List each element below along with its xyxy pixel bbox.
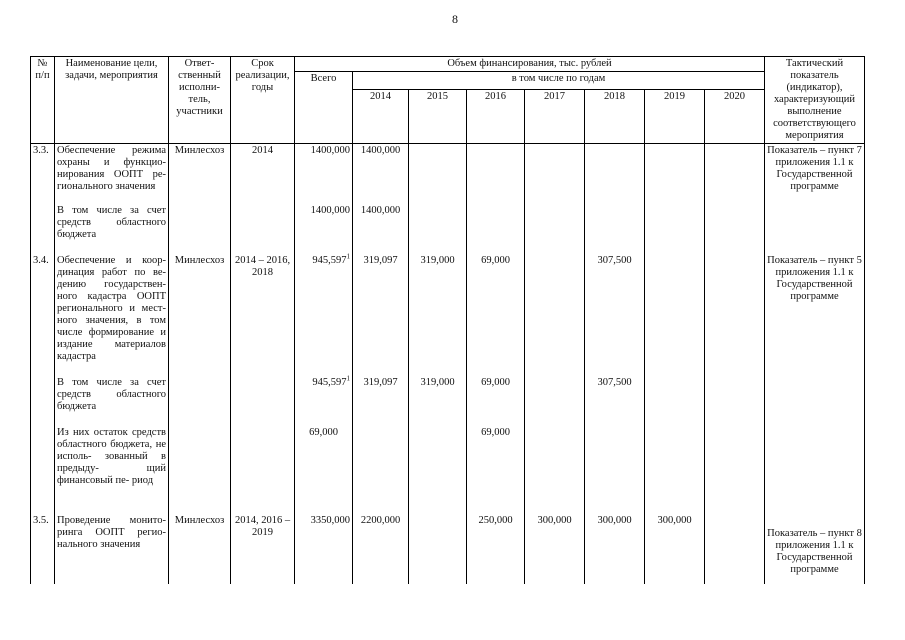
header-year-2015: 2015 — [409, 90, 467, 144]
table-row — [31, 254, 865, 376]
row-indicator: Показатель – пункт 7 приложения 1.1 к Государственной программе — [765, 144, 865, 204]
header-executor: Ответ- ственный исполни- тель, участники — [169, 57, 231, 144]
row-indicator: Показатель – пункт 5 приложения 1.1 к Государственной программе — [765, 254, 865, 376]
row-2017 — [525, 204, 585, 254]
header-financing: Объем финансирования, тыс. рублей — [295, 57, 765, 72]
table-row — [31, 144, 865, 204]
header-year-2020: 2020 — [705, 90, 765, 144]
row-executor — [169, 426, 231, 514]
header-total: Всего — [295, 72, 353, 144]
row-2016: 69,000 — [467, 426, 525, 514]
row-2020 — [705, 376, 765, 426]
header-year-2014: 2014 — [353, 90, 409, 144]
row-2019 — [645, 426, 705, 514]
header-year-2019: 2019 — [645, 90, 705, 144]
header-num: № п/п — [31, 57, 55, 144]
row-2015 — [409, 204, 467, 254]
row-2016 — [467, 204, 525, 254]
row-2016: 250,000 — [467, 514, 525, 584]
row-2014: 319,097 — [353, 376, 409, 426]
row-2014: 1400,000 — [353, 204, 409, 254]
row-executor: Минлесхоз — [169, 514, 231, 584]
row-num — [31, 376, 55, 426]
row-num: 3.4. — [31, 254, 55, 376]
header-year-2018: 2018 — [585, 90, 645, 144]
row-2014: 319,097 — [353, 254, 409, 376]
financing-table — [30, 56, 865, 584]
row-indicator — [765, 376, 865, 426]
row-2017 — [525, 376, 585, 426]
row-2018 — [585, 144, 645, 204]
row-2015: 319,000 — [409, 254, 467, 376]
row-2017 — [525, 426, 585, 514]
row-2015 — [409, 426, 467, 514]
row-2020 — [705, 514, 765, 584]
page-number: 8 — [452, 12, 458, 26]
row-executor — [169, 376, 231, 426]
header-indicator: Тактический показатель (индикатор), характеризующий выполнение соответствующего мероприятия — [765, 57, 865, 144]
row-num: 3.3. — [31, 144, 55, 204]
row-name: Обеспечение и коор- динация работ по ве- дению государствен- ного кадастра ООПТ регионального и мест- ного значения, в том числе формирование и издание материалов кадастра — [55, 254, 169, 376]
row-total: 3350,000 — [295, 514, 353, 584]
row-2020 — [705, 426, 765, 514]
row-term — [231, 204, 295, 254]
row-indicator — [765, 204, 865, 254]
row-term: 2014 – 2016, 2018 — [231, 254, 295, 376]
row-2018 — [585, 204, 645, 254]
row-executor: Минлесхоз — [169, 254, 231, 376]
row-name: В том числе за счет средств областного бюджета — [55, 376, 169, 426]
table-row — [31, 376, 865, 426]
row-2019 — [645, 204, 705, 254]
row-2019: 300,000 — [645, 514, 705, 584]
row-2018: 307,500 — [585, 376, 645, 426]
row-indicator: Показатель – пункт 8 приложения 1.1 к Государственной программе — [765, 514, 865, 584]
row-2019 — [645, 144, 705, 204]
row-2016: 69,000 — [467, 254, 525, 376]
row-executor — [169, 204, 231, 254]
row-term: 2014 — [231, 144, 295, 204]
row-2020 — [705, 204, 765, 254]
row-term — [231, 376, 295, 426]
row-2016: 69,000 — [467, 376, 525, 426]
row-indicator — [765, 426, 865, 514]
row-2017 — [525, 254, 585, 376]
row-total: 1400,000 — [295, 144, 353, 204]
table-row — [31, 426, 865, 514]
row-2018: 300,000 — [585, 514, 645, 584]
row-2015 — [409, 144, 467, 204]
header-term: Срок реализации, годы — [231, 57, 295, 144]
row-name: Обеспечение режима охраны и функцио- нирования ООПТ ре- гионального значения — [55, 144, 169, 204]
row-2018 — [585, 426, 645, 514]
row-total: 945,597$^1$ — [295, 376, 353, 426]
row-num: 3.5. — [31, 514, 55, 584]
row-num — [31, 426, 55, 514]
row-total: 1400,000 — [295, 204, 353, 254]
row-name: Из них остаток средств областного бюджета, не исполь- зованный в предыду- щий финансовый пе- риод — [55, 426, 169, 514]
row-2017 — [525, 144, 585, 204]
header-name: Наименование цели, задачи, мероприятия — [55, 57, 169, 144]
row-term — [231, 426, 295, 514]
header-year-2017: 2017 — [525, 90, 585, 144]
row-2014 — [353, 426, 409, 514]
row-name: Проведение монито- ринга ООПТ регио- нального значения — [55, 514, 169, 584]
row-2014: 2200,000 — [353, 514, 409, 584]
row-2019 — [645, 254, 705, 376]
row-2018: 307,500 — [585, 254, 645, 376]
row-total: 69,000 — [295, 426, 353, 514]
row-2019 — [645, 376, 705, 426]
row-2020 — [705, 254, 765, 376]
row-2017: 300,000 — [525, 514, 585, 584]
table-row — [31, 204, 865, 254]
row-2015: 319,000 — [409, 376, 467, 426]
row-total: 945,597$^1$ — [295, 254, 353, 376]
row-name: В том числе за счет средств областного бюджета — [55, 204, 169, 254]
row-num — [31, 204, 55, 254]
table-row — [31, 514, 865, 584]
header-by-years: в том числе по годам — [353, 72, 765, 90]
header-year-2016: 2016 — [467, 90, 525, 144]
row-2015 — [409, 514, 467, 584]
row-term: 2014, 2016 – 2019 — [231, 514, 295, 584]
row-2014: 1400,000 — [353, 144, 409, 204]
row-2016 — [467, 144, 525, 204]
row-2020 — [705, 144, 765, 204]
row-executor: Минлесхоз — [169, 144, 231, 204]
